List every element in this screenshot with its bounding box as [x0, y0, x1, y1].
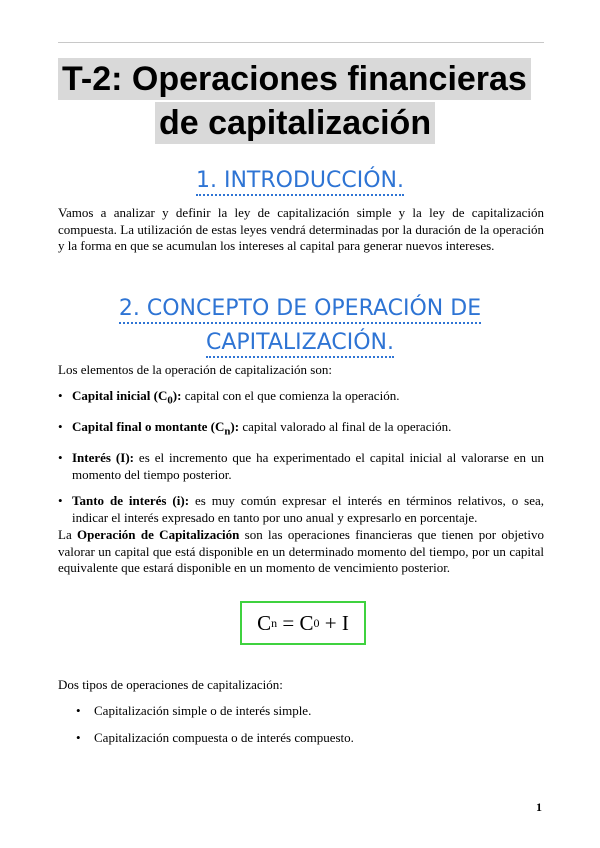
section-heading-introduccion: 1. INTRODUCCIÓN.: [0, 168, 600, 193]
page-number: 1: [536, 800, 542, 814]
list-item: • Capital inicial $(C_0)$: capital con el que comienza la operación.: [58, 388, 544, 409]
list-item: • Capital final o montante $(C_n)$: capital valorado al final de la operación.: [58, 419, 544, 440]
formula-box: C n = C 0 + I: [240, 601, 366, 645]
types-intro: Dos tipos de operaciones de capitalización:: [58, 677, 283, 692]
top-rule: [58, 42, 544, 43]
intro-paragraph: Vamos a analizar y definir la ley de capitalización simple y la ley de capitalización compuesta. La utilización de estas leyes vendrá determinadas por la duración de la operación y la forma en que se acumulan los intereses al capital para generar nuevos intereses.: [58, 205, 544, 253]
elements-intro: Los elementos de la operación de capitalización son:: [58, 362, 332, 377]
document-title-line-1: T-2: Operaciones financieras: [58, 58, 531, 100]
definition-paragraph: La Operación de Capitalización son las operaciones financieras que tienen por objetivo valorar un capital que está disponible en un determinado momento del tiempo, por un capital equivalente que estará disponible en un momento de vencimiento posterior.: [58, 527, 544, 575]
section-heading-concepto: 2. CONCEPTO DE OPERACIÓN DE CAPITALIZACIÓN.: [0, 292, 600, 360]
list-item: • Capitalización compuesta o de interés compuesto.: [76, 730, 544, 747]
list-item: • Tanto de interés (i): es muy común expresar el interés en términos relativos, o sea, indicar el interés expresado en tanto por uno anual y expresarlo en porcentaje.: [58, 493, 544, 526]
list-item: • Interés (I): es el incremento que ha experimentado el capital inicial al valorarse en un momento del tiempo posterior.: [58, 450, 544, 483]
elements-list: [58, 388, 544, 526]
document-title-line-2: de capitalización: [155, 102, 435, 144]
list-item: • Capitalización simple o de interés simple.: [76, 703, 544, 720]
types-list: [76, 703, 544, 746]
